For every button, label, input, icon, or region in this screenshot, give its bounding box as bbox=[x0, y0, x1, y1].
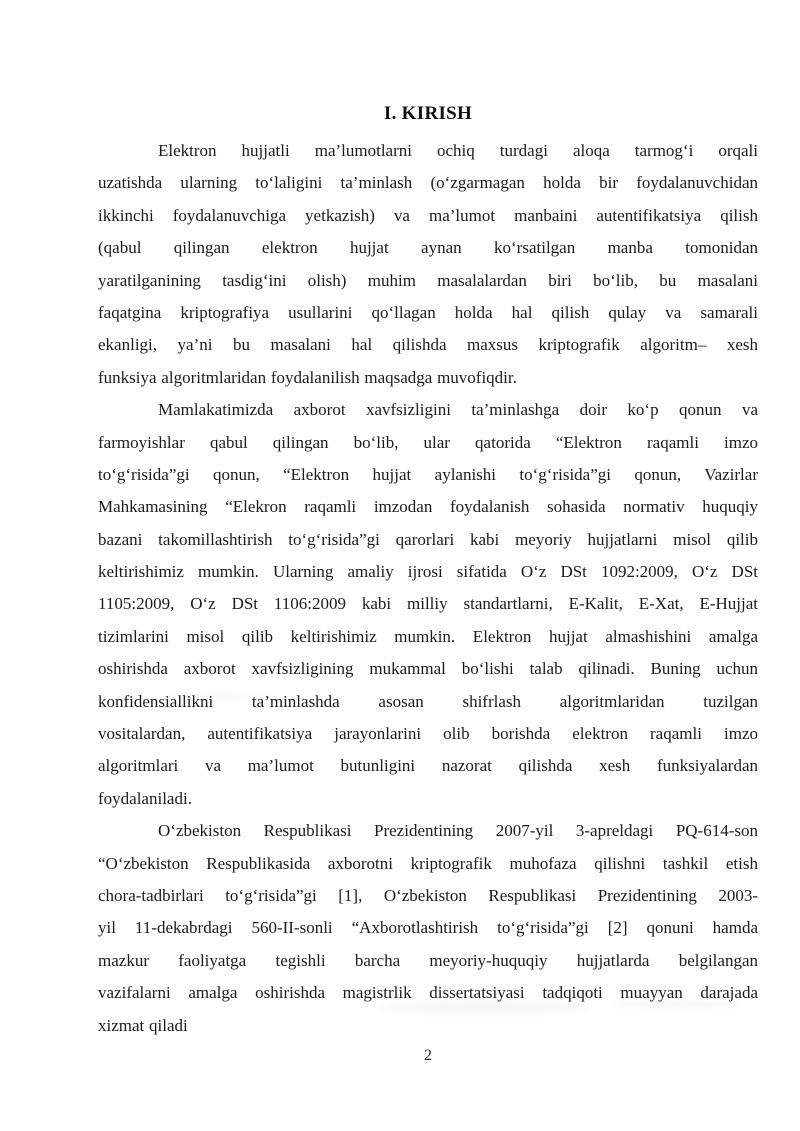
page-content bbox=[98, 0, 758, 1068]
paragraph bbox=[98, 815, 758, 1042]
text-line: funksiya algoritmlaridan foydalanilish maqsadga muvofiqdir. bbox=[98, 367, 517, 387]
text-line: faqatgina kriptografiya usullarini qo‘llagan holda hal qilish qulay va samarali bbox=[98, 302, 758, 322]
text-line: keltirishimiz mumkin. Ularning amaliy ijrosi sifatida O‘z DSt 1092:2009, O‘z DSt bbox=[98, 562, 758, 582]
text-line: tizimlarini misol qilib keltirishimiz mumkin. Elektron hujjat almashishini amalga bbox=[98, 626, 758, 646]
text-line: Elektron hujjatli ma’lumotlarni ochiq turdagi aloqa tarmog‘i orqali bbox=[158, 141, 758, 160]
text-line: 1105:2009, O‘z DSt 1106:2009 kabi milliy standartlarni, E-Kalit, E-Xat, E-Hujjat bbox=[98, 594, 758, 614]
text-line: (qabul qilingan elektron hujjat aynan ko‘rsatilgan manba tomonidan bbox=[98, 238, 758, 258]
paragraph bbox=[98, 394, 758, 815]
paragraph bbox=[98, 135, 758, 394]
text-line: Mamlakatimizda axborot xavfsizligini ta’minlashga doir ko‘p qonun va bbox=[158, 400, 758, 420]
text-line: vazifalarni amalga oshirishda magistrlik dissertatsiyasi tadqiqoti muayyan darajada bbox=[98, 983, 758, 1003]
text-line: mazkur faoliyatga tegishli barcha meyoriy-huquqiy hujjatlarda belgilangan bbox=[98, 950, 758, 970]
text-line: to‘g‘risida”gi qonun, “Elektron hujjat aylanishi to‘g‘risida”gi qonun, Vazirlar bbox=[98, 464, 758, 484]
text-line: chora-tadbirlari to‘g‘risida”gi [1], O‘zbekiston Respublikasi Prezidentining 2003- bbox=[98, 885, 758, 905]
page-number: 2 bbox=[424, 1046, 432, 1064]
text-line: yil 11-dekabrdagi 560-II-sonli “Axborotlashtirish to‘g‘risida”gi [2] qonuni hamda bbox=[98, 918, 758, 938]
text-line: algoritmlari va ma’lumot butunligini nazorat qilishda xesh funksiyalardan bbox=[98, 756, 758, 776]
text-line: bazani takomillashtirish to‘g‘risida”gi qarorlari kabi meyoriy hujjatlarni misol qilib bbox=[98, 529, 758, 549]
text-line: vositalardan, autentifikatsiya jarayonlarini olib borishda elektron raqamli imzo bbox=[98, 724, 758, 744]
text-line: yaratilganining tasdig‘ini olish) muhim masalalardan biri bo‘lib, bu masalani bbox=[98, 270, 758, 290]
text-line: ekanligi, ya’ni bu masalani hal qilishda maxsus kriptografik algoritm– xesh bbox=[98, 335, 758, 355]
text-line: O‘zbekiston Respublikasi Prezidentining 2007-yil 3-apreldagi PQ-614-son bbox=[158, 821, 758, 841]
text-line: foydalaniladi. bbox=[98, 788, 192, 808]
text-line: “O‘zbekiston Respublikasida axborotni kriptografik muhofaza qilishni tashkil etish bbox=[98, 853, 758, 873]
text-line: konfidensiallikni ta’minlashda asosan shifrlash algoritmlaridan tuzilgan bbox=[98, 691, 758, 711]
text-line: Mahkamasining “Elekron raqamli imzodan foydalanish sohasida normativ huquqiy bbox=[98, 497, 758, 517]
text-line: farmoyishlar qabul qilingan bo‘lib, ular qatorida “Elektron raqamli imzo bbox=[98, 432, 758, 452]
text-line: ikkinchi foydalanuvchiga yetkazish) va ma’lumot manbaini autentifikatsiya qilish bbox=[98, 205, 758, 225]
text-line: uzatishda ularning to‘laligini ta’minlash (o‘zgarmagan holda bir foydalanuvchidan bbox=[98, 173, 758, 193]
text-line: xizmat qiladi bbox=[98, 1015, 188, 1035]
text-line: oshirishda axborot xavfsizligining mukammal bo‘lishi talab qilinadi. Buning uchun bbox=[98, 659, 758, 679]
section-title: I. KIRISH bbox=[383, 103, 473, 124]
document-body bbox=[98, 135, 758, 1042]
